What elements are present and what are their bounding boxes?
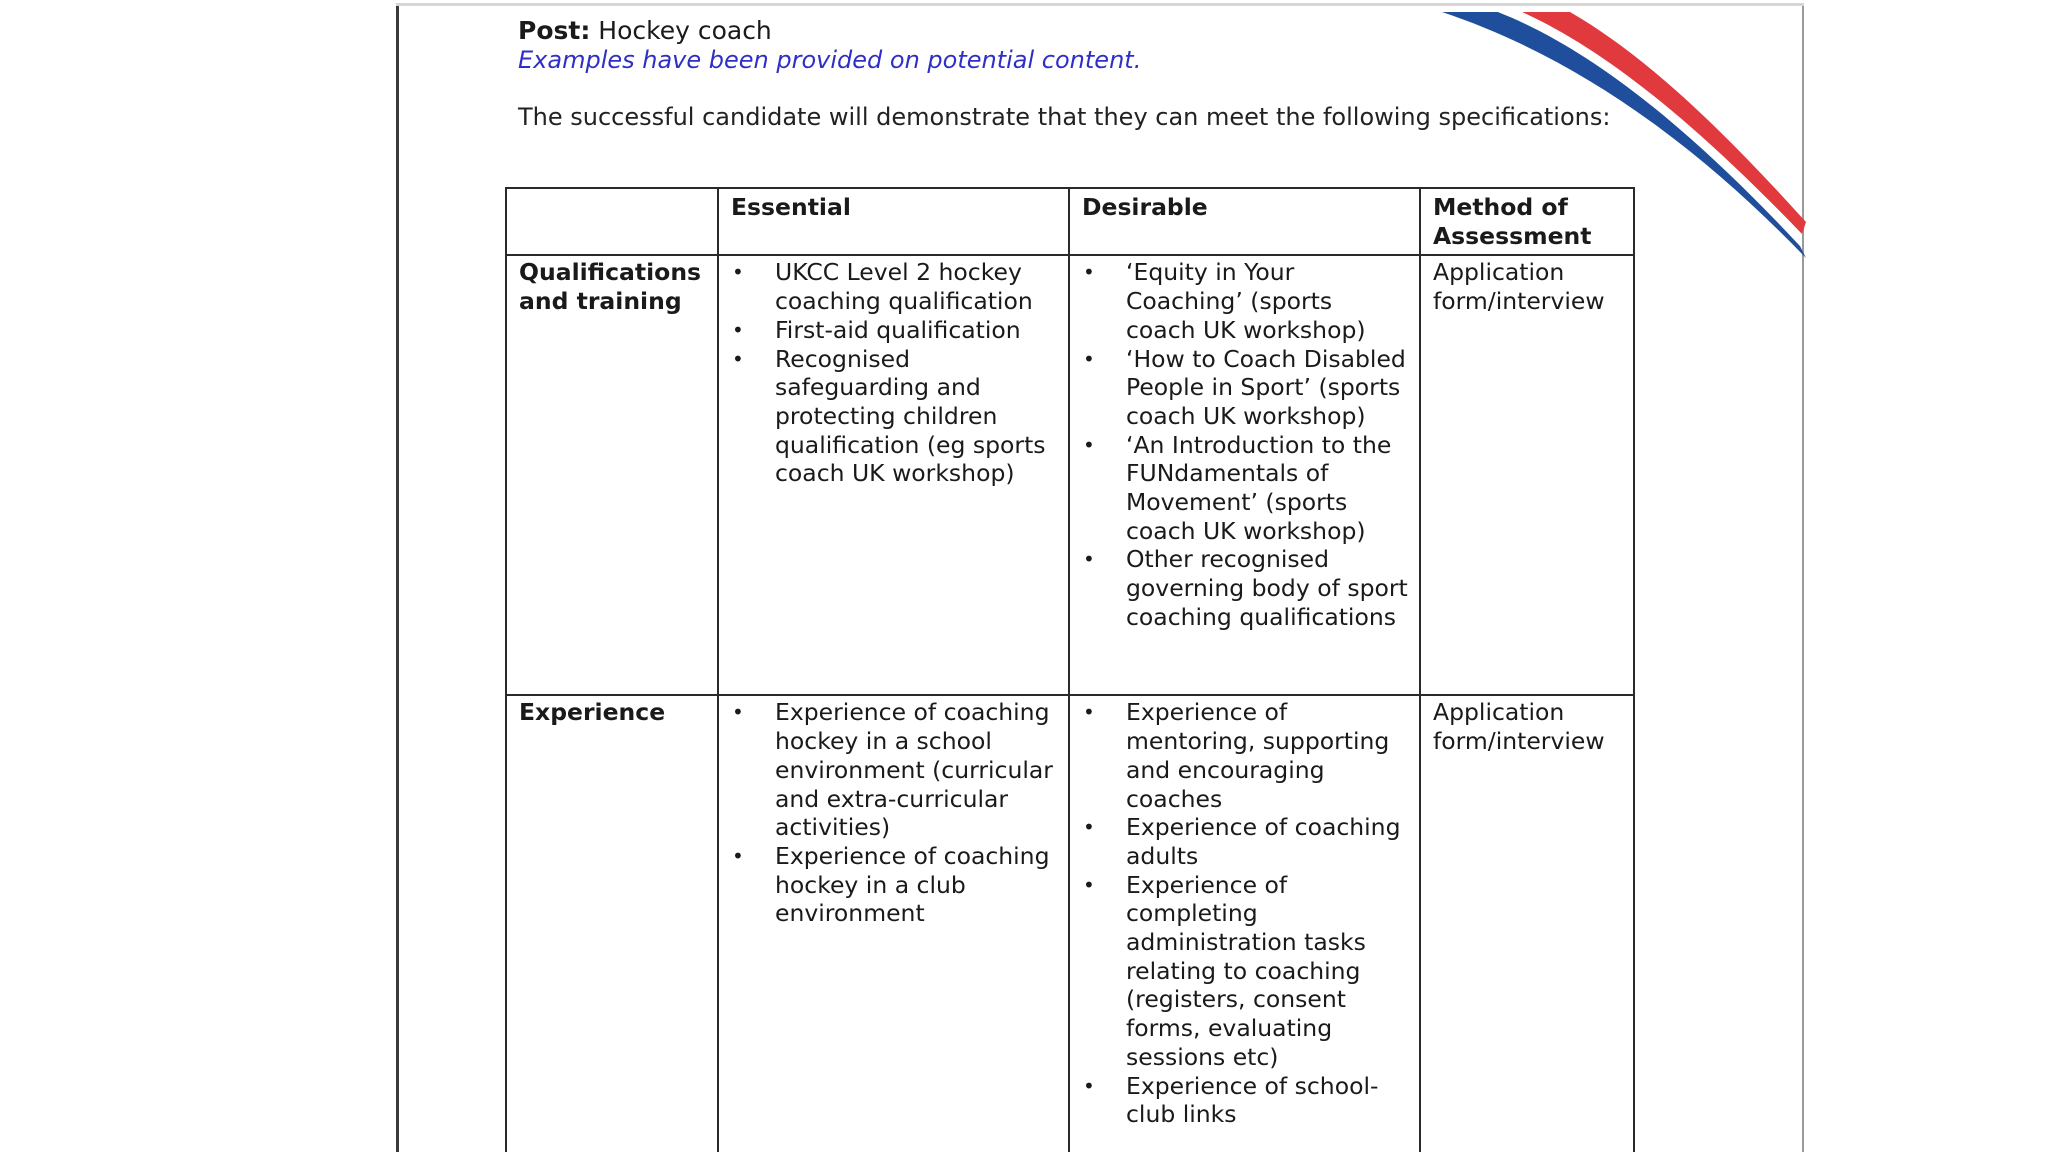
table-header-row	[506, 188, 1634, 255]
essential-list	[731, 698, 1058, 928]
row-label: Qualifications and training	[506, 255, 718, 695]
list-item: • Experience of coaching hockey in a school environment (curricular and extra-curricular activities)	[731, 698, 1058, 842]
header-method: Method of Assessment	[1420, 188, 1634, 255]
list-item: • ‘How to Coach Disabled People in Sport’ (sports coach UK workshop)	[1082, 345, 1409, 431]
page-left-edge	[396, 6, 399, 1152]
essential-cell	[718, 255, 1069, 695]
post-value: Hockey coach	[598, 16, 772, 45]
desirable-list	[1082, 698, 1409, 1129]
desirable-cell	[1069, 255, 1420, 695]
desirable-list	[1082, 258, 1409, 631]
table-row	[506, 255, 1634, 695]
list-item: • First-aid qualification	[731, 316, 1058, 345]
examples-note: Examples have been provided on potential content.	[518, 46, 1142, 74]
list-item: • Experience of mentoring, supporting and encouraging coaches	[1082, 698, 1409, 813]
list-item: • UKCC Level 2 hockey coaching qualification	[731, 258, 1058, 315]
header-essential: Essential	[718, 188, 1069, 255]
method-cell: Application form/interview	[1420, 255, 1634, 695]
post-label: Post:	[518, 16, 591, 45]
row-label: Experience	[506, 695, 718, 1152]
list-item: • Experience of coaching hockey in a club environment	[731, 842, 1058, 928]
method-cell: Application form/interview	[1420, 695, 1634, 1152]
list-item: • Experience of coaching adults	[1082, 813, 1409, 870]
header-desirable: Desirable	[1069, 188, 1420, 255]
header-blank	[506, 188, 718, 255]
list-item: • Experience of school-club links	[1082, 1072, 1409, 1129]
essential-cell	[718, 695, 1069, 1152]
list-item: • ‘Equity in Your Coaching’ (sports coach UK workshop)	[1082, 258, 1409, 344]
list-item: • Other recognised governing body of sport coaching qualifications	[1082, 545, 1409, 631]
essential-list	[731, 258, 1058, 488]
table-row	[506, 695, 1634, 1152]
post-line	[518, 14, 772, 48]
specification-table	[505, 187, 1635, 1152]
list-item: • ‘An Introduction to the FUNdamentals of Movement’ (sports coach UK workshop)	[1082, 431, 1409, 546]
list-item: • Recognised safeguarding and protecting children qualification (eg sports coach UK workshop)	[731, 345, 1058, 489]
list-item: • Experience of completing administration tasks relating to coaching (registers, consent forms, evaluating sessions etc)	[1082, 871, 1409, 1072]
desirable-cell	[1069, 695, 1420, 1152]
intro-text: The successful candidate will demonstrate that they can meet the following specifications:	[518, 103, 1611, 131]
